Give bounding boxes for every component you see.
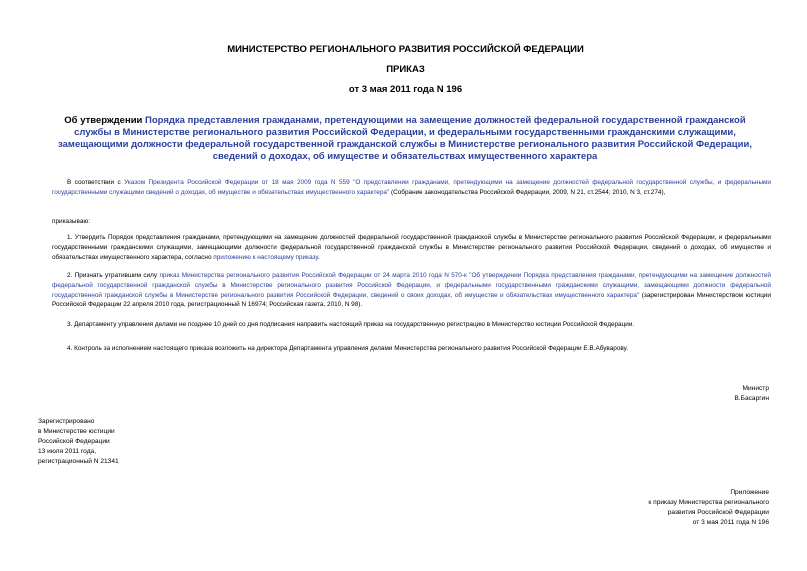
- appendix-line-4: от 3 мая 2011 года N 196: [692, 519, 769, 526]
- ministry-heading: МИНИСТЕРСТВО РЕГИОНАЛЬНОГО РАЗВИТИЯ РОССИЙСКОЙ ФЕДЕРАЦИИ: [227, 44, 584, 55]
- signature-name: В.Басаргин: [734, 395, 769, 402]
- item-3-paragraph: 3. Департаменту управления делами не позднее 10 дней со дня подписания направить настоящий приказ на государственную регистрацию в Министерство юстиции Российской Федерации.: [67, 321, 635, 328]
- registration-line-5: регистрационный N 21341: [38, 458, 119, 465]
- registration-line-2: в Министерстве юстиции: [38, 428, 115, 435]
- registration-line-4: 13 июля 2011 года,: [38, 448, 97, 455]
- appendix-block: [648, 488, 769, 528]
- item-2-paragraph: [52, 271, 771, 310]
- signature-block: [734, 384, 769, 404]
- item-4-paragraph: 4. Контроль за исполнением настоящего приказа возложить на директора Департамента управления делами Министерства регионального развития Российской Федерации Е.В.Абуварову.: [67, 345, 628, 352]
- registration-line-1: Зарегистрировано: [38, 418, 95, 425]
- title-procedure-link[interactable]: Порядка представления гражданами, претендующими на замещение должностей федеральной государственной гражданской службы в Министерстве регионального развития Российской Федерации, и федеральными государственными гражданскими служащими, замещающими должности федеральной государственной гражданской службы в Министерстве регионального развития Российской Федерации, сведений о доходах, об имуществе и обязательствах имущественного характера: [58, 115, 752, 162]
- preamble-paragraph: [52, 178, 771, 198]
- presidential-decree-link[interactable]: Указом Президента Российской Федерации от 18 мая 2009 года N 559 "О представлении гражданами, претендующими на замещение должностей федеральной государственной службы, и федеральными государственными служащими сведений о доходах, об имуществе и обязательствах имущественного характера": [52, 179, 771, 196]
- appendix-line-3: развития Российской Федерации: [667, 509, 769, 516]
- decree-word: приказываю:: [52, 218, 90, 225]
- item-1-text-end: .: [317, 253, 320, 261]
- appendix-line-1: Приложение: [730, 489, 769, 496]
- item-2-text-start: 2. Признать утратившим силу: [67, 272, 160, 279]
- doc-date-number: от 3 мая 2011 года N 196: [348, 84, 463, 95]
- item-1-text-start: 1. Утвердить Порядок представления гражданами, претендующими на замещение должностей федеральной государственной гражданской службы в Министерстве регионального развития Российской Федерации, и федеральными государственными гражданскими служащими, замещающими должности федеральной государственной гражданской службы в Министерстве регионального развития Российской Федерации, сведений о доходах, об имуществе и обязательствах имущественного характера, согласно: [52, 234, 771, 261]
- signature-position: Министр: [742, 385, 769, 392]
- registration-block: [38, 417, 119, 467]
- item-1-paragraph: [52, 233, 771, 262]
- repealed-order-link[interactable]: приказ Министерства регионального развития Российской Федерации от 24 марта 2010 года N 570-к "Об утверждении Порядка представления гражданами, претендующими на замещение должностей федеральной государственной гражданской службы в Министерстве регионального развития Российской Федерации, и федеральными государственными гражданскими служащими, замещающими должности федеральной государственной гражданской службы в Министерстве регионального развития Российской Федерации, сведений о своих доходах, об имуществе и обязательствах имущественного характера": [52, 272, 771, 299]
- registration-line-3: Российской Федерации: [38, 438, 110, 445]
- document-title: [52, 115, 758, 163]
- preamble-text-end: (Собрание законодательства Российской Федерации, 2009, N 21, ст.2544; 2010, N 3, ст.274),: [389, 188, 666, 196]
- item-2-text-end: (зарегистрирован Министерством юстиции Российской Федерации 22 апреля 2010 года, регистрационный N 16974; Российская газета, 2010, N 98).: [52, 291, 771, 309]
- document-page: [38, 0, 773, 571]
- doc-type-heading: ПРИКАЗ: [386, 64, 425, 75]
- title-prefix: Об утверждении: [64, 115, 146, 126]
- appendix-line-2: к приказу Министерства регионального: [648, 499, 769, 506]
- preamble-text-start: В соответствии с: [67, 179, 125, 186]
- appendix-link[interactable]: приложению к настоящему приказу: [213, 253, 318, 261]
